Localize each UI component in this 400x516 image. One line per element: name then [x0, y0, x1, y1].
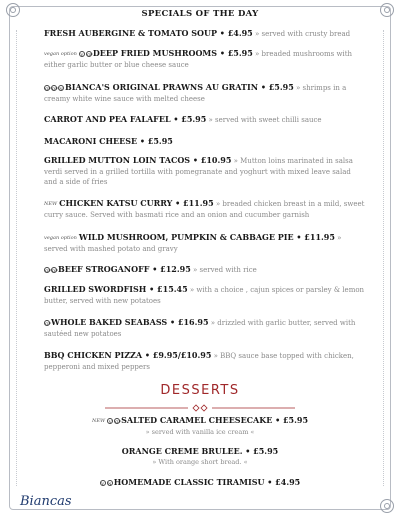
menu-item-description: » BBQ sauce base topped with chicken, pepperoni and mixed peppers	[44, 352, 354, 371]
vegan-option-badge-icon: vegan option	[44, 50, 77, 57]
menu-item-name: GRILLED SWORDFISH	[44, 284, 147, 294]
menu-item-name: FRESH AUBERGINE & TOMATO SOUP	[44, 28, 218, 38]
menu-item-description: » served with sweet chilli sauce	[206, 116, 322, 124]
page-title: SPECIALS OF THE DAY	[141, 9, 259, 19]
menu-item-description: » breaded mushrooms with either garlic butter or blue cheese sauce	[44, 50, 353, 69]
dessert-name: SALTED CARAMEL CHEESECAKE	[121, 415, 273, 425]
dietary-gf-icon: GF	[45, 321, 51, 326]
dessert-item	[0, 477, 400, 488]
divider-ornament	[0, 403, 400, 413]
dietary-n-icon: N	[59, 86, 63, 91]
menu-item-description: » served with crusty bread	[252, 30, 351, 38]
menu-item	[44, 155, 366, 188]
new-badge-icon: NEW	[91, 417, 106, 424]
menu-item	[44, 264, 366, 276]
menu-item	[44, 136, 366, 148]
menu-item-price: • £9.95/£10.95	[142, 350, 212, 360]
menu-item-name: WHOLE BAKED SEABASS	[51, 317, 168, 327]
dessert-name: HOMEMADE CLASSIC TIRAMISU	[113, 477, 265, 487]
menu-item-name: MACARONI CHEESE	[44, 136, 138, 146]
menu-item-description: » Mutton loins marinated in salsa verdi served in a grilled tortilla with pomegranate and yoghurt with mixed leave salad and a side of fries	[44, 157, 353, 186]
menu-item	[44, 48, 366, 70]
dessert-item	[0, 415, 400, 438]
dessert-price: • £5.95	[242, 446, 279, 456]
menu-item-name: CARROT AND PEA FALAFEL	[44, 114, 171, 124]
menu-item-description: » drizzled with garlic butter, served with sautéed new potatoes	[44, 319, 356, 338]
menu-item-name: BEEF STROGANOFF	[58, 264, 150, 274]
menu-item-price: • £5.95	[137, 136, 173, 146]
dessert-price: • £4.95	[264, 477, 301, 487]
dietary-v-icon: V	[108, 419, 112, 424]
menu-item-price: • £11.95	[172, 198, 214, 208]
menu-item-price: • £16.95	[167, 317, 209, 327]
menu-item	[44, 350, 366, 372]
menu-item-name: WILD MUSHROOM, PUMPKIN & CABBAGE PIE	[78, 232, 294, 242]
dietary-df-icon: DF	[52, 86, 58, 91]
menu-item-name: DEEP FRIED MUSHROOMS	[92, 48, 218, 58]
dietary-gf-icon: GF	[115, 419, 122, 424]
menu-item	[44, 198, 366, 220]
dietary-df-icon: DF	[52, 268, 58, 273]
menu-item-price: • £5.95	[170, 114, 207, 124]
menu-item-description: » with a choice , cajun spices or parsley & lemon butter, served with new potatoes	[44, 286, 365, 305]
dessert-description: » served with vanilla ice cream «	[145, 427, 255, 436]
menu-item-price: • £15.45	[146, 284, 188, 294]
dessert-price: • £5.95	[272, 415, 309, 425]
menu-item	[44, 28, 366, 40]
vegan-option-badge-icon: vegan option	[44, 234, 77, 241]
menu-item	[44, 232, 366, 254]
menu-item-description: » breaded chicken breast in a mild, sweet curry sauce. Served with basmati rice and an onion and cucumber garnish	[44, 200, 365, 219]
menu-item-name: CHICKEN KATSU CURRY	[59, 198, 173, 208]
dietary-v-icon: V	[80, 52, 84, 57]
menu-item-name: BIANCA'S ORIGINAL PRAWNS AU GRATIN	[65, 82, 259, 92]
menu-item-description: » shrimps in a creamy white wine sauce with melted cheese	[44, 84, 347, 103]
menu-item-price: • £5.95	[217, 48, 253, 58]
desserts-heading: DESSERTS	[160, 383, 240, 398]
dessert-name: ORANGE CREME BRULEE.	[121, 446, 243, 456]
menu-item-price: • £11.95	[293, 232, 335, 242]
dietary-n-icon: N	[108, 481, 112, 486]
menu-item-description: » served with mashed potato and gravy	[44, 234, 342, 253]
dietary-v-icon: V	[101, 481, 105, 486]
menu-item-price: • £10.95	[190, 155, 232, 165]
menu-item	[44, 114, 366, 126]
menu-item-price: • £12.95	[149, 264, 191, 274]
dessert-item	[0, 446, 400, 468]
dietary-gf-icon: GF	[86, 52, 93, 57]
menu-item-description: » served with rice	[190, 266, 257, 274]
corner-ornament-bottom-right	[380, 499, 394, 513]
menu-item	[44, 284, 366, 306]
biancas-logo: Biancas	[20, 494, 72, 509]
dietary-gf-icon: GF	[45, 268, 51, 273]
new-badge-icon: NEW	[44, 200, 58, 207]
dessert-description: » With orange short bread. «	[152, 458, 248, 466]
menu-item-price: • £4.95	[217, 28, 253, 38]
menu-item-price: • £5.95	[258, 82, 294, 92]
dietary-gf-icon: GF	[45, 86, 51, 91]
menu-item	[44, 82, 366, 104]
menu-item	[44, 317, 366, 339]
menu-item-name: GRILLED MUTTON LOIN TACOS	[44, 155, 191, 165]
menu-item-name: BBQ CHICKEN PIZZA	[44, 350, 143, 360]
